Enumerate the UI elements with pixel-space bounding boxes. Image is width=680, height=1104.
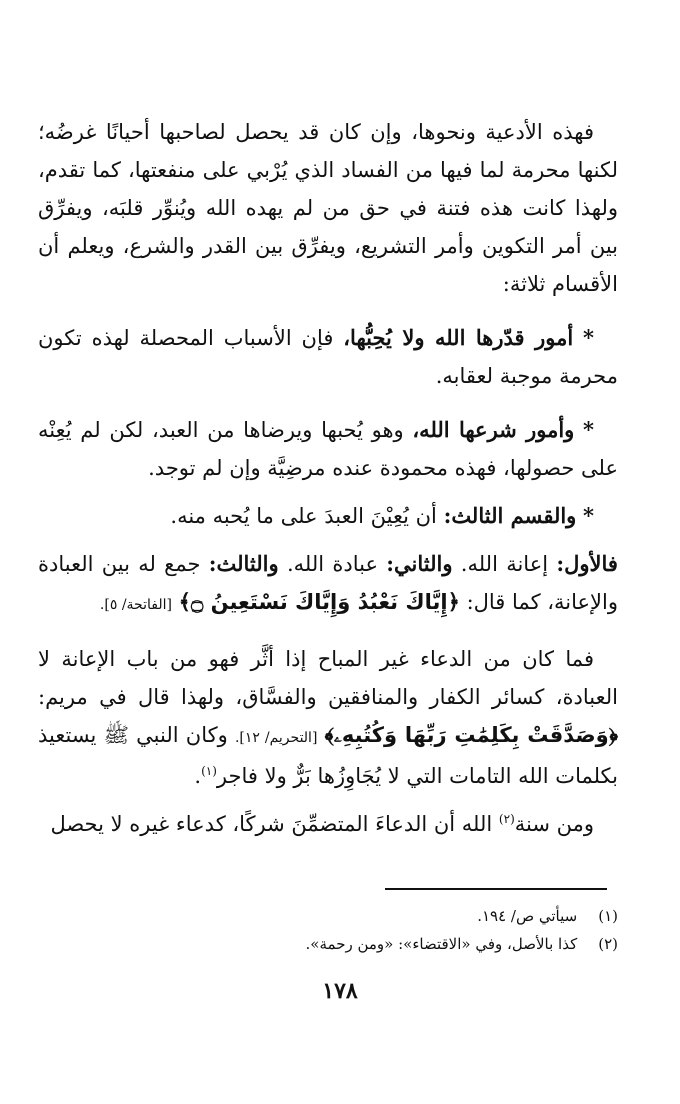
footnote-2 [150, 930, 618, 958]
paragraph-4-text-1: ومن سنة [514, 812, 594, 836]
category-3-title: والقسم الثالث: [443, 503, 577, 528]
third-text: جمع له بين العبادة والإعانة، كما قال: [38, 552, 618, 614]
paragraph-3-text-2b: بكلمات الله التامات التي لا يُجَاوِزُها بَرٌّ ولا فاجر [216, 764, 618, 788]
category-2-title: وأمور شرعها الله، [412, 417, 575, 442]
bullet-star: * [583, 417, 594, 442]
footnote-text: سيأتي ص/ ١٩٤. [477, 907, 578, 925]
verse-reference-tahrim: [التحريم/ ١٢]. [234, 730, 318, 746]
footnote-ref-2[interactable]: (٢) [498, 812, 515, 826]
category-3-text: أن يُعِيْنَ العبدَ على ما يُحبه منه. [170, 504, 437, 528]
paragraph-3-text-1b: ولهذا قال في مريم: [38, 685, 225, 709]
category-1-text: فإن الأسباب المحصلة لهذه تكون محرمة موجبة لعقابه. [38, 326, 618, 388]
bullet-star: * [583, 503, 594, 528]
paragraph-3-text-2: وكان النبي ﷺ يستعيذ [38, 723, 228, 747]
paragraph-4 [38, 805, 618, 843]
paragraph-first-second-third [38, 545, 618, 624]
second-label: والثاني: [386, 551, 453, 576]
page-number: ١٧٨ [322, 978, 358, 1004]
paragraph-3 [38, 640, 618, 795]
paragraph-4-text-2: الله أن الدعاءَ المتضمِّنَ شركًا، كدعاء غيره لا يحصل [50, 812, 493, 836]
footnote-number: (١) [598, 907, 618, 925]
second-text: عبادة الله. [286, 552, 378, 576]
quran-verse-tahrim: ﴿وَصَدَّقَتْ بِكَلِمَٰتِ رَبِّهَا وَكُتُبِهِۦ﴾ [324, 723, 619, 747]
verse-reference-fatiha: [الفاتحة/ ٥]. [99, 597, 172, 613]
category-item-3 [38, 497, 618, 535]
paragraph-3-text-1: فما كان من الدعاء غير المباح إذا أثَّر فهو من باب الإعانة لا العبادة، كسائر الكفار والمنافقين والفسَّاق، [38, 647, 618, 709]
footnote-number: (٢) [598, 935, 618, 953]
third-label: والثالث: [208, 551, 279, 576]
category-item-1 [38, 319, 618, 395]
paragraph-1: فهذه الأدعية ونحوها، وإن كان قد يحصل لصاحبها أحيانًا غرضُه؛ لكنها محرمة لما فيها من الفساد الذي يُرْبي على منفعتها، كما تقدم، ولهذا كانت هذه فتنة في حق من لم يهده الله ويُنوِّر قلبَه، ويفرِّق بين أمر التكوين وأمر التشريع، ويفرِّق بين القدر والشرع، ويعلم أن الأقسام ثلاثة: [38, 120, 618, 296]
bullet-star: * [583, 325, 595, 350]
category-2-text: وهو يُحبها ويرضاها من العبد، لكن لم يُعِنْه على حصولها، فهذه محمودة عنده مرضِيَّة وإن لم توجد. [38, 418, 618, 480]
footnotes [150, 902, 618, 958]
footnote-separator [385, 888, 607, 890]
first-text: إعانة الله. [460, 552, 549, 576]
footnote-1 [150, 902, 618, 930]
footnote-text: كذا بالأصل، وفي «الاقتضاء»: «ومن رحمة». [305, 935, 578, 953]
first-label: فالأول: [556, 551, 618, 576]
quran-verse-fatiha: ﴿إِيَّاكَ نَعْبُدُ وَإِيَّاكَ نَسْتَعِينُ ۝﴾ [178, 590, 460, 614]
footnote-ref-1[interactable]: (١) [201, 764, 217, 778]
category-1-title: أمور قدّرها الله ولا يُحِبُّها، [343, 325, 574, 350]
paragraph-3-end: . [194, 764, 202, 788]
category-item-2 [38, 411, 618, 487]
main-text [38, 113, 618, 843]
